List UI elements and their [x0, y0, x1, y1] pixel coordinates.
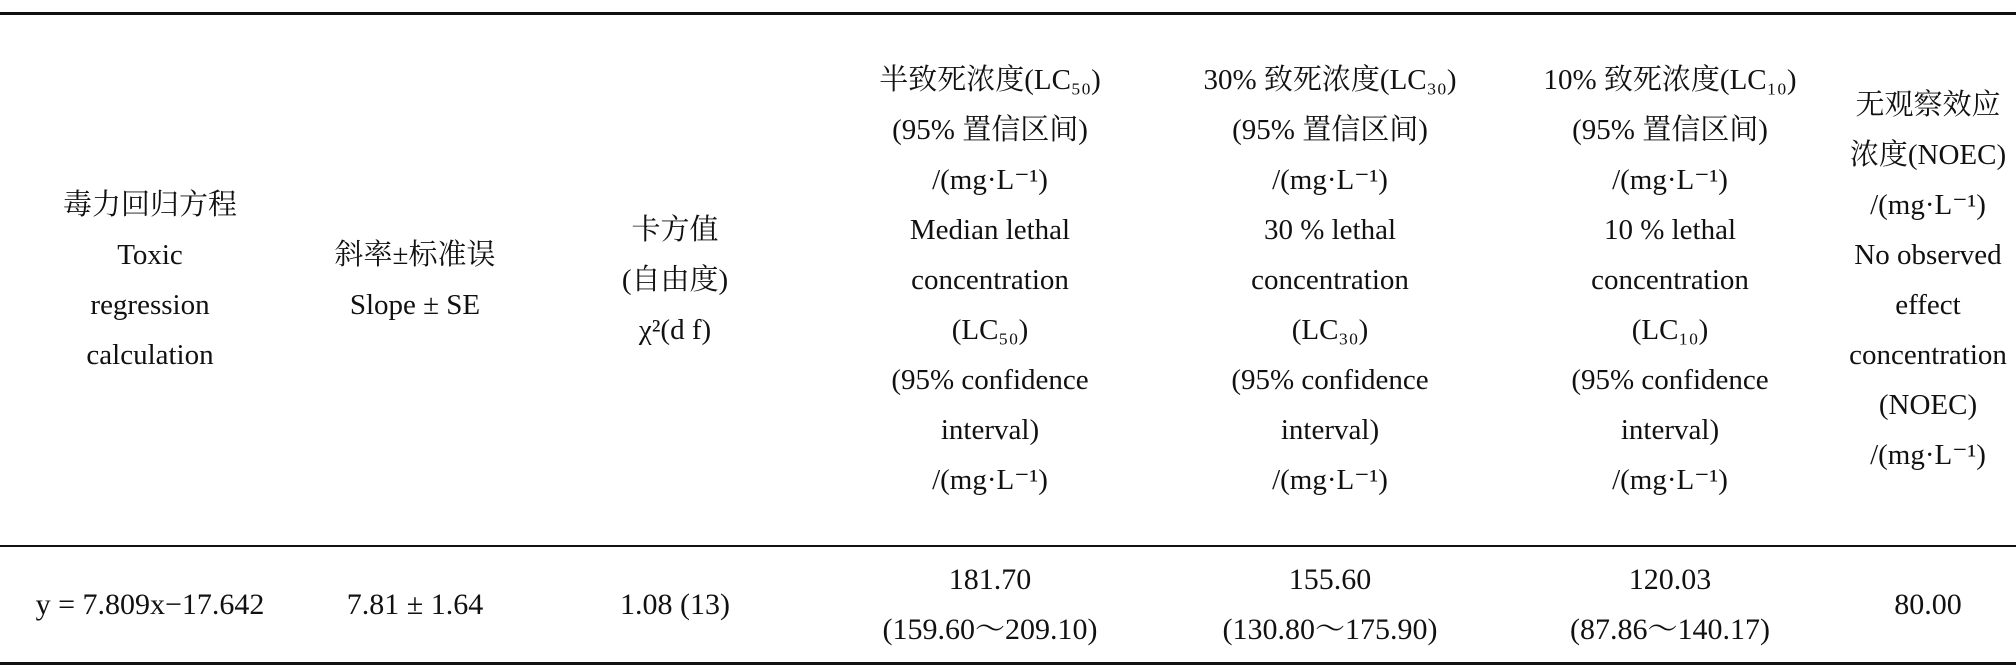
lc50-value: 181.70	[948, 562, 1032, 596]
header-line: (95% confidence	[891, 364, 1089, 396]
header-line: (LC₅₀)	[951, 314, 1029, 346]
header-line: concentration	[1849, 339, 2007, 371]
header-line: concentration	[1591, 264, 1749, 296]
header-line: 30 % lethal	[1263, 214, 1397, 246]
chi-square-value: 1.08 (13)	[620, 587, 730, 621]
header-line: concentration	[911, 264, 1069, 296]
cell-lc30	[1160, 547, 1500, 662]
header-line: 卡方值	[631, 214, 719, 246]
header-line: concentration	[1251, 264, 1409, 296]
header-cell-chi-square	[530, 15, 820, 545]
header-cell-slope	[300, 15, 530, 545]
header-line: (自由度)	[621, 264, 729, 296]
header-line: 斜率±标准误	[334, 239, 496, 271]
header-cell-lc10	[1500, 15, 1840, 545]
header-line: χ²(d f)	[638, 314, 712, 346]
header-line: (NOEC)	[1878, 389, 1978, 421]
header-line: (LC₃₀)	[1291, 314, 1369, 346]
header-line: (LC₁₀)	[1631, 314, 1709, 346]
header-line: /(mg·L⁻¹)	[1272, 464, 1388, 496]
header-line: Toxic	[117, 239, 183, 271]
noec-value: 80.00	[1894, 587, 1962, 621]
header-line: (95% 置信区间)	[1232, 114, 1428, 146]
header-line: 浓度(NOEC)	[1849, 139, 2007, 171]
header-cell-equation	[0, 15, 300, 545]
header-line: regression	[90, 289, 210, 321]
lc10-interval: (87.86～140.17)	[1570, 612, 1770, 646]
lc50-interval: (159.60～209.10)	[882, 612, 1098, 646]
header-line: Slope ± SE	[349, 289, 481, 321]
cell-slope	[300, 547, 530, 662]
header-line: (95% confidence	[1571, 364, 1769, 396]
header-line: 30% 致死浓度(LC₃₀)	[1203, 64, 1457, 96]
cell-noec	[1840, 547, 2016, 662]
header-line: interval)	[940, 414, 1040, 446]
header-line: Median lethal	[909, 214, 1071, 246]
lc30-interval: (130.80～175.90)	[1222, 612, 1438, 646]
cell-lc10	[1500, 547, 1840, 662]
header-line: 无观察效应	[1855, 89, 2001, 121]
slope-value: 7.81 ± 1.64	[346, 587, 484, 621]
header-line: No observed	[1854, 239, 2002, 271]
header-line: 毒力回归方程	[62, 189, 237, 221]
cell-chi-square	[530, 547, 820, 662]
header-line: 半致死浓度(LC₅₀)	[879, 64, 1101, 96]
header-line: 10% 致死浓度(LC₁₀)	[1543, 64, 1797, 96]
header-line: (95% 置信区间)	[892, 114, 1088, 146]
header-line: interval)	[1620, 414, 1720, 446]
header-line: (95% 置信区间)	[1572, 114, 1768, 146]
header-line: /(mg·L⁻¹)	[932, 464, 1048, 496]
lc10-value: 120.03	[1628, 562, 1712, 596]
header-cell-lc30	[1160, 15, 1500, 545]
header-cell-lc50	[820, 15, 1160, 545]
header-line: /(mg·L⁻¹)	[1870, 439, 1986, 471]
header-line: /(mg·L⁻¹)	[1272, 164, 1388, 196]
header-line: /(mg·L⁻¹)	[1612, 464, 1728, 496]
equation-value: y = 7.809x−17.642	[35, 587, 265, 621]
header-line: 10 % lethal	[1603, 214, 1737, 246]
header-cell-noec	[1840, 15, 2016, 545]
header-line: effect	[1895, 289, 1961, 321]
header-line: calculation	[86, 339, 214, 371]
cell-lc50	[820, 547, 1160, 662]
header-line: /(mg·L⁻¹)	[1870, 189, 1986, 221]
header-line: interval)	[1280, 414, 1380, 446]
header-line: /(mg·L⁻¹)	[932, 164, 1048, 196]
cell-equation	[0, 547, 300, 662]
bottom-rule	[0, 662, 2016, 665]
header-line: /(mg·L⁻¹)	[1612, 164, 1728, 196]
header-line: (95% confidence	[1231, 364, 1429, 396]
lc30-value: 155.60	[1288, 562, 1372, 596]
